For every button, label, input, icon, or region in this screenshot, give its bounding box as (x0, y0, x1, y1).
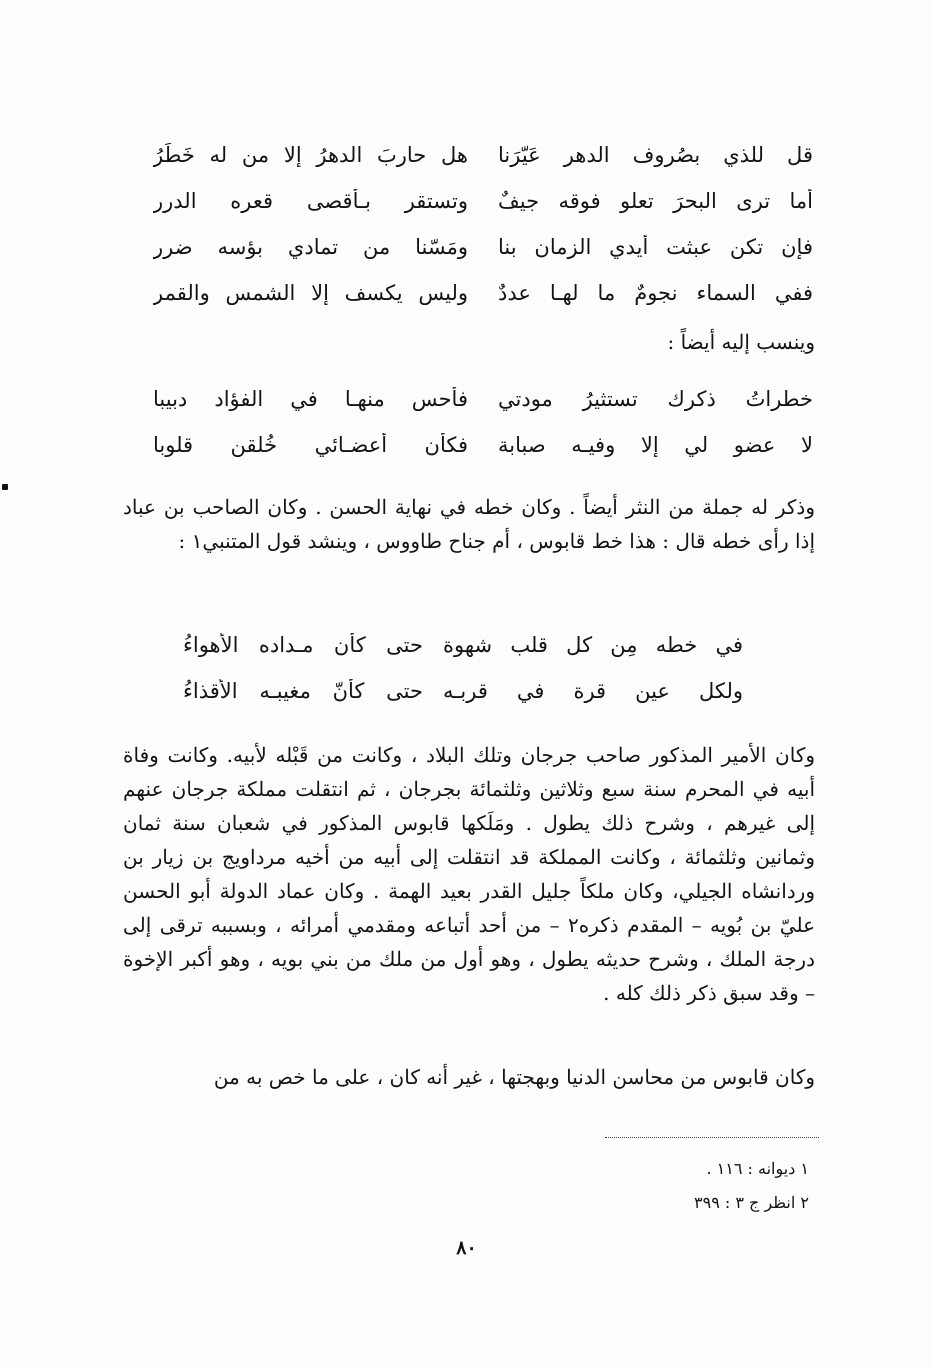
poem-block-2 (153, 376, 813, 468)
intro-line: وينسب إليه أيضاً : (667, 330, 815, 354)
page-number: ٨٠ (456, 1237, 477, 1259)
footnote-1: ١ ديوانه : ١١٦ . (706, 1159, 809, 1178)
prose-paragraph-2 (123, 738, 815, 1010)
footnote-2: ٢ انظر ج ٣ : ٣٩٩ (694, 1193, 809, 1212)
footnotes (694, 1152, 809, 1220)
footnote-separator (605, 1137, 819, 1138)
verse-second-hemistich: فكأن أعضـائي خُلقن قلوبا (153, 433, 468, 457)
verse-first-hemistich: لا عضو لي إلا وفيـه صبابة (498, 433, 813, 457)
verse-second-hemistich: فأحس منهـا في الفؤاد دبيبا (153, 387, 468, 411)
verse-first-hemistich: خطراتُ ذكرك تستثيرُ مودتي (498, 387, 813, 411)
verse-line (153, 376, 813, 422)
verse-first-hemistich: في خطه مِن كل قلب شهوة (443, 633, 743, 657)
verse-second-hemistich: هل حاربَ الدهرُ إلا من له خَطَرُ (153, 143, 468, 167)
verse-first-hemistich: قل للذي بصُروف الدهر عَيّرَنا (498, 143, 813, 167)
verse-line (183, 622, 743, 668)
verse-first-hemistich: فإن تكن عبثت أيدي الزمان بنا (498, 235, 813, 259)
verse-second-hemistich: حتى كأنّ مغيبـه الأقذاءُ (183, 679, 423, 703)
prose-paragraph-1 (123, 490, 815, 558)
verse-second-hemistich: وتستقر بـأقصى قعره الدرر (153, 189, 468, 213)
poem-block-3 (183, 622, 743, 714)
margin-mark (2, 484, 8, 490)
verse-first-hemistich: أما ترى البحرَ تعلو فوقه جيفٌ (498, 189, 813, 213)
verse-first-hemistich: ولكل عينٍ قرة في قربـه (443, 679, 743, 703)
verse-second-hemistich: ومَسّنا من تمادي بؤسه ضرر (153, 235, 468, 259)
poem-block-1 (153, 132, 813, 316)
prose-paragraph-3 (123, 1060, 815, 1094)
verse-line (153, 270, 813, 316)
verse-line (153, 132, 813, 178)
verse-first-hemistich: ففي السماء نجومٌ ما لهـا عددٌ (498, 281, 813, 305)
verse-line (183, 668, 743, 714)
verse-line (153, 422, 813, 468)
verse-second-hemistich: حتى كأن مـداده الأهواءُ (183, 633, 423, 657)
verse-line (153, 178, 813, 224)
paragraph-text: وكان قابوس من محاسن الدنيا وبهجتها ، غير أنه كان ، على ما خص به من (213, 1065, 815, 1089)
verse-line (153, 224, 813, 270)
paragraph-text: وكان الأمير المذكور صاحب جرجان وتلك البلاد ، وكانت من قَبْله لأبيه. وكانت وفاة أبيه في المحرم سنة سبع وثلاثين وثلثمائة بجرجان ، ثم انتقلت مملكة جرجان عنهم إلى غيرهم ، وشرح ذلك يطول . ومَلَكها قابوس المذكور في شعبان سنة ثمان وثمانين وثلثمائة ، وكانت المملكة قد انتقلت إلى أبيه من أخيه مرداويج بن زيار بن وردانشاه الجيلي، وكان ملكاً جليل القدر بعيد الهمة . وكان عماد الدولة أبو الحسن عليّ بن بُويه – المقدم ذكره٢ – من أحد أتباعه ومقدمي أمرائه ، وبسببه ترقى إلى درجة الملك ، وشرح حديثه يطول ، وهو أول من ملك من بني بويه ، وهو أكبر الإخوة – وقد سبق ذكر ذلك كله . (123, 743, 815, 1005)
paragraph-text: وذكر له جملة من النثر أيضاً . وكان خطه في نهاية الحسن . وكان الصاحب بن عباد إذا رأى خطه قال : هذا خط قابوس ، أم جناح طاووس ، وينشد قول المتنبي١ : (123, 495, 815, 553)
verse-second-hemistich: وليس يكسف إلا الشمس والقمر (153, 281, 468, 305)
